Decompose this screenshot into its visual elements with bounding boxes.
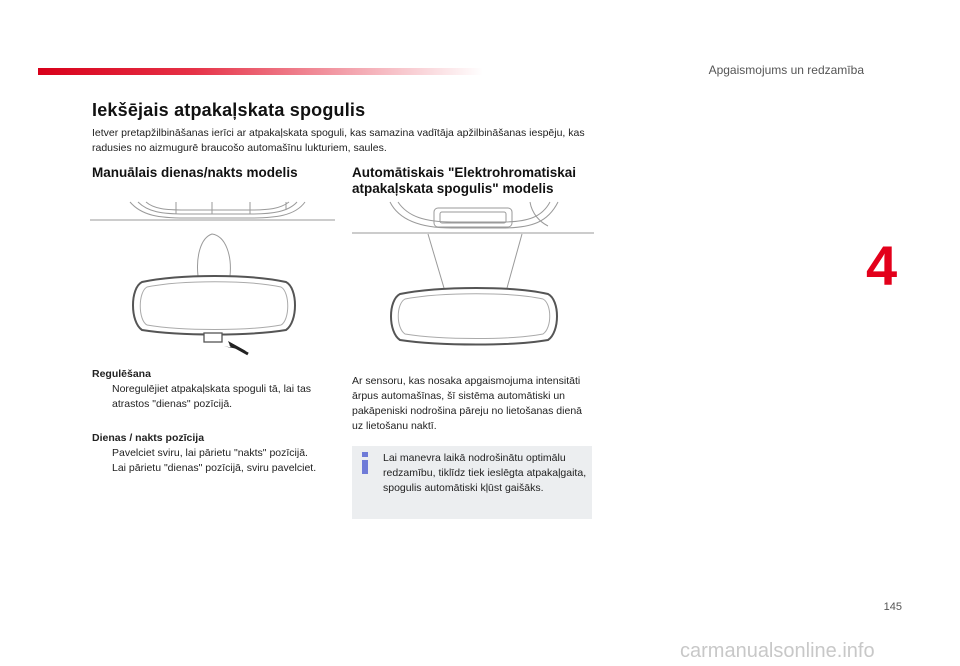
intro-text: Ietver pretapžilbināšanas ierīci ar atpakaļskata spoguli, kas samazina vadītāja apžilbināšanas iespēju, kas radusies no aizmugurē braucošo automašīnu lukturiem, saules.	[92, 127, 585, 154]
daynight-title: Dienas / nakts pozīcija	[92, 432, 205, 444]
info-box	[352, 446, 592, 519]
adjust-title: Regulēšana	[92, 368, 151, 380]
info-icon	[360, 452, 370, 474]
chapter-title: Apgaismojums un redzamība	[708, 63, 864, 77]
list-item	[92, 382, 332, 412]
manual-model-heading: Manuālais dienas/nakts modelis	[92, 165, 298, 180]
footer-watermark: carmanualsonline.info	[680, 640, 875, 662]
manual-mirror-illustration	[90, 198, 335, 360]
daynight-bullet-text: Lai pārietu "dienas" pozīcijā, sviru pavelciet.	[112, 462, 317, 474]
daynight-section	[92, 431, 332, 476]
page-number: 145	[883, 601, 902, 613]
page-title: Iekšējais atpakaļskata spogulis	[92, 100, 366, 120]
daynight-bullet-text: Pavelciet sviru, lai pārietu "nakts" pozīcijā.	[112, 447, 308, 459]
auto-paragraph: Ar sensoru, kas nosaka apgaismojuma intensitāti ārpus automašīnas, šī sistēma automātiski un pakāpeniski nodrošina pāreju no lietošanas dienā uz lietošanu naktī.	[352, 375, 582, 432]
list-item	[92, 446, 332, 461]
header-accent-bar	[38, 68, 483, 75]
auto-mirror-illustration	[352, 198, 594, 348]
adjust-section	[92, 367, 332, 412]
chapter-number: 4	[866, 234, 898, 297]
info-text: Lai manevra laikā nodrošinātu optimālu redzamību, tiklīdz tiek ieslēgta atpakaļgaita, spogulis automātiski kļūst gaišāks.	[383, 452, 587, 494]
adjust-bullet-text: Noregulējiet atpakaļskata spoguli tā, lai tas atrastos "dienas" pozīcijā.	[112, 383, 312, 410]
auto-model-heading: Automātiskais "Elektrohromatiskai atpakaļskata spogulis" modelis	[352, 165, 576, 196]
list-item	[92, 461, 332, 476]
